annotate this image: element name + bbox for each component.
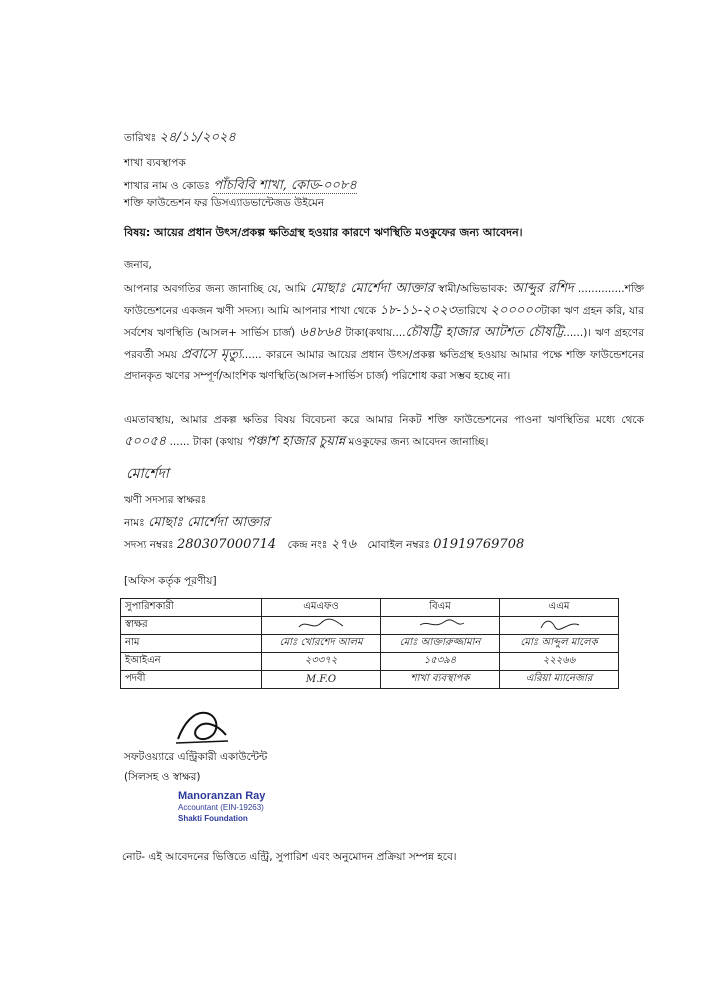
accountant-stamp bbox=[178, 791, 265, 824]
para1-text-3: ..............শক্তি ফাউন্ডেশনের একজন ঋণী সদস্য। আমি আপনার শাখা থেকে bbox=[124, 283, 645, 317]
signature-cell bbox=[500, 617, 619, 635]
signature-scribble-icon bbox=[410, 617, 470, 631]
name-cell: মোঃ খোরশেদ আলম bbox=[262, 635, 381, 653]
ein-cell: ২৩৩৭২ bbox=[262, 653, 381, 671]
column-header: এএম bbox=[500, 599, 619, 617]
member-value: 280307000714 bbox=[176, 537, 277, 552]
para1-text-2: স্বামী/অভিভাবক: bbox=[438, 283, 508, 295]
accountant-signature-icon bbox=[172, 705, 232, 747]
cause-field: প্রবাসে মৃত্যু bbox=[181, 347, 242, 362]
stamp-name: Manoranzan Ray bbox=[178, 790, 266, 802]
borrower-name-value: মোছাঃ মোর্শেদা আক্তার bbox=[148, 515, 270, 530]
center-value: ২৭৬ bbox=[330, 537, 357, 552]
branch-value: পাঁচবিবি শাখা, কোড-০০৮৪ bbox=[213, 178, 357, 193]
table-row bbox=[121, 653, 619, 671]
table-row bbox=[121, 671, 619, 689]
name-cell: মোঃ আব্দুল মালেক bbox=[500, 635, 619, 653]
table-row bbox=[121, 617, 619, 635]
borrower-name-label: নামঃ bbox=[124, 517, 145, 529]
para1-text-9: ...... কারনে আমার আয়ের প্রধান উৎস/প্রকল্প ক্ষতিগ্রস্থ হওয়ায় আমার পক্ষে শক্তি ফাউন্ডেশনের প্রদানকৃত ঋণের সম্পূর্ণ/আংশিক ঋণস্থিতি(আসল+সার্ভিস চার্জ) পরিশোধ করা সম্ভব হচ্ছে না। bbox=[124, 349, 645, 382]
row-label: স্বাক্ষর bbox=[121, 617, 262, 635]
accountant-title: সফটওয়্যারে এন্ট্রিকারী একাউন্টেন্ট bbox=[124, 751, 268, 763]
office-section-label: [অফিস কর্তৃক পূরণীয়] bbox=[124, 575, 217, 587]
guardian-field: আব্দুর রশিদ bbox=[511, 281, 574, 296]
balance-words-field: চৌষট্টি হাজার আটশত চৌষট্টি bbox=[405, 325, 564, 340]
paragraph-1 bbox=[124, 278, 644, 387]
column-header: বিএম bbox=[381, 599, 500, 617]
signature-scribble-icon bbox=[291, 617, 351, 631]
para1-text-8: ......)। ঋণ গ্রহণের পরবর্তী সময় bbox=[124, 327, 644, 361]
mobile-value: 01919769708 bbox=[433, 537, 525, 552]
para2-text-3: মওকুফের জন্য আবেদন জানাচ্ছি। bbox=[348, 436, 489, 448]
paragraph-2 bbox=[124, 410, 644, 453]
ein-cell: ২২২৬৬ bbox=[500, 653, 619, 671]
accountant-sub: (সিলসহ ও স্বাক্ষর) bbox=[124, 771, 201, 783]
table-row bbox=[121, 635, 619, 653]
para1-text-7: টাকা(কথায়.... bbox=[345, 327, 406, 339]
date-label: তারিখঃ bbox=[124, 132, 157, 144]
borrower-name-field: মোছাঃ মোর্শেদা আক্তার bbox=[310, 281, 434, 296]
borrower-signature: মোর্শেদা bbox=[126, 466, 169, 482]
para1-text-5: টাকা ঋণ গ্রহন করি, যার সর্বশেষ ঋণস্থিতি bbox=[124, 305, 645, 339]
designation-cell: M.F.O bbox=[262, 671, 381, 689]
balance-field: ৬৪৮৬৪ bbox=[299, 325, 342, 340]
branch-label: শাখার নাম ও কোডঃ bbox=[124, 180, 210, 192]
row-label: পদবী bbox=[121, 671, 262, 689]
loan-amount-field: ২০০০০০ bbox=[490, 303, 542, 318]
ein-cell: ১৫৩৯৪ bbox=[381, 653, 500, 671]
borrower-name-line bbox=[124, 513, 270, 534]
para2-text-2: ...... টাকা (কথায় bbox=[169, 436, 243, 448]
para1-text-1: আপনার অবগতির জন্য জানাচ্ছি যে, আমি bbox=[124, 283, 307, 295]
manager-line: শাখা ব্যবস্থাপক bbox=[124, 157, 186, 169]
branch-line bbox=[124, 176, 357, 197]
signature-scribble-icon bbox=[529, 617, 589, 631]
para2-text-1: এমতাবস্থায়, আমার প্রকল্প ক্ষতির বিষয় বিবেচনা করে আমার নিকট শক্তি ফাউন্ডেশনের পাওনা ঋণস্থিতির মধ্যে থেকে bbox=[124, 414, 644, 426]
para1-text-6: (আসল+ সার্ভিস চার্জ) bbox=[197, 327, 296, 339]
date-value: ২৪/১১/২০২৪ bbox=[159, 130, 236, 145]
stamp-role: Accountant (EIN-19263) bbox=[178, 803, 264, 812]
signature-cell bbox=[381, 617, 500, 635]
org-line: শক্তি ফাউন্ডেশন ফর ডিসএ্যাডভান্টেজড উইমেন bbox=[124, 197, 325, 209]
para1-text-4: তারিখে bbox=[456, 305, 487, 317]
designation-cell: শাখা ব্যবস্থাপক bbox=[381, 671, 500, 689]
row-label: সুপারিশকারী bbox=[121, 599, 262, 617]
waiver-amount-field: ৫০০৫৪ bbox=[124, 434, 167, 449]
stamp-org: Shakti Foundation bbox=[178, 814, 248, 823]
subject: বিষয়: আয়ের প্রধান উৎস/প্রকল্প ক্ষতিগ্রস্থ হওয়ার কারণে ঋণস্থিতি মওকুফের জন্য আবেদন। bbox=[124, 226, 523, 239]
borrower-sig-label: ঋণী সদস্যর স্বাক্ষরঃ bbox=[124, 494, 207, 506]
name-cell: মোঃ আক্তারুজ্জামান bbox=[381, 635, 500, 653]
table-row bbox=[121, 599, 619, 617]
signature-cell bbox=[262, 617, 381, 635]
column-header: এমএফও bbox=[262, 599, 381, 617]
center-label: কেন্দ্র নংঃ bbox=[287, 539, 328, 551]
row-label: নাম bbox=[121, 635, 262, 653]
salutation: জনাব, bbox=[124, 259, 152, 271]
member-line bbox=[124, 535, 524, 556]
note: নোট- এই আবেদনের ভিত্তিতে এন্ট্রি, সুপারিশ এবং অনুমোদন প্রক্রিয়া সম্পন্ন হবে। bbox=[122, 851, 457, 863]
row-label: ইআইএন bbox=[121, 653, 262, 671]
mobile-label: মোবাইল নম্বরঃ bbox=[367, 539, 430, 551]
member-label: সদস্য নম্বরঃ bbox=[124, 539, 174, 551]
office-table bbox=[120, 598, 619, 689]
designation-cell: এরিয়া ম্যানেজার bbox=[500, 671, 619, 689]
waiver-amount-words-field: পঞ্চাশ হাজার চুয়ান্ন bbox=[246, 434, 346, 449]
loan-date-field: ১৮-১১-২০২৩ bbox=[379, 303, 457, 318]
date-line bbox=[124, 128, 236, 149]
